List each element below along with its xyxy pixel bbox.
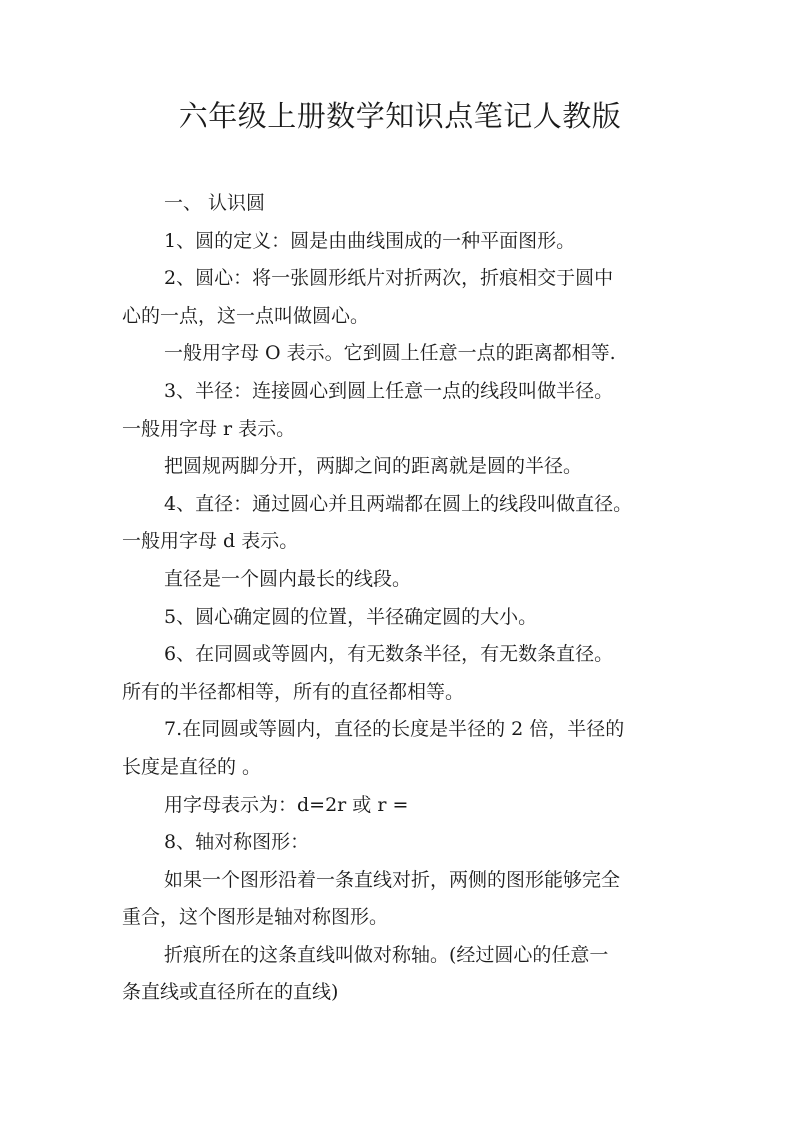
paragraph-line: 长度是直径的 。 [122,755,262,778]
paragraph-line: 5、圆心确定圆的位置，半径确定圆的大小。 [164,605,538,628]
paragraph-line: 8、轴对称图形： [164,831,310,854]
document-title: 六年级上册数学知识点笔记人教版 [178,99,622,133]
paragraph-line: 折痕所在的这条直线叫做对称轴。(经过圆心的任意一 [164,943,609,966]
paragraph-line: 所有的半径都相等，所有的直径都相等。 [122,680,465,703]
section-heading-circle: 一、 认识圆 [164,192,266,214]
paragraph-line: 用字母表示为：d=2r 或 r = [164,793,409,816]
paragraph-line: 一般用字母 d 表示。 [122,530,299,553]
paragraph-line: 2、圆心：将一张圆形纸片对折两次，折痕相交于圆中 [164,267,614,290]
paragraph-line: 把圆规两脚分开，两脚之间的距离就是圆的半径。 [164,455,583,478]
paragraph-line: 一般用字母 O 表示。它到圆上任意一点的距离都相等. [164,342,616,365]
document-body [122,185,682,1012]
paragraph-line: 7.在同圆或等圆内，直径的长度是半径的 2 倍，半径的 [164,718,625,741]
paragraph-line: 如果一个图形沿着一条直线对折，两侧的图形能够完全 [164,868,621,891]
paragraph-line: 6、在同圆或等圆内，有无数条半径，有无数条直径。 [164,643,614,666]
paragraph-line: 4、直径：通过圆心并且两端都在圆上的线段叫做直径。 [164,492,633,515]
paragraph-line: 重合，这个图形是轴对称图形。 [122,906,389,929]
paragraph-line: 心的一点，这一点叫做圆心。 [122,304,370,327]
paragraph-line: 一般用字母 r 表示。 [122,417,296,440]
paragraph-line: 1、圆的定义：圆是由曲线围成的一种平面图形。 [164,229,576,252]
paragraph-line: 3、半径：连接圆心到圆上任意一点的线段叫做半径。 [164,379,614,402]
paragraph-line: 条直线或直径所在的直线) [122,981,339,1004]
paragraph-line: 直径是一个圆内最长的线段。 [164,567,412,590]
